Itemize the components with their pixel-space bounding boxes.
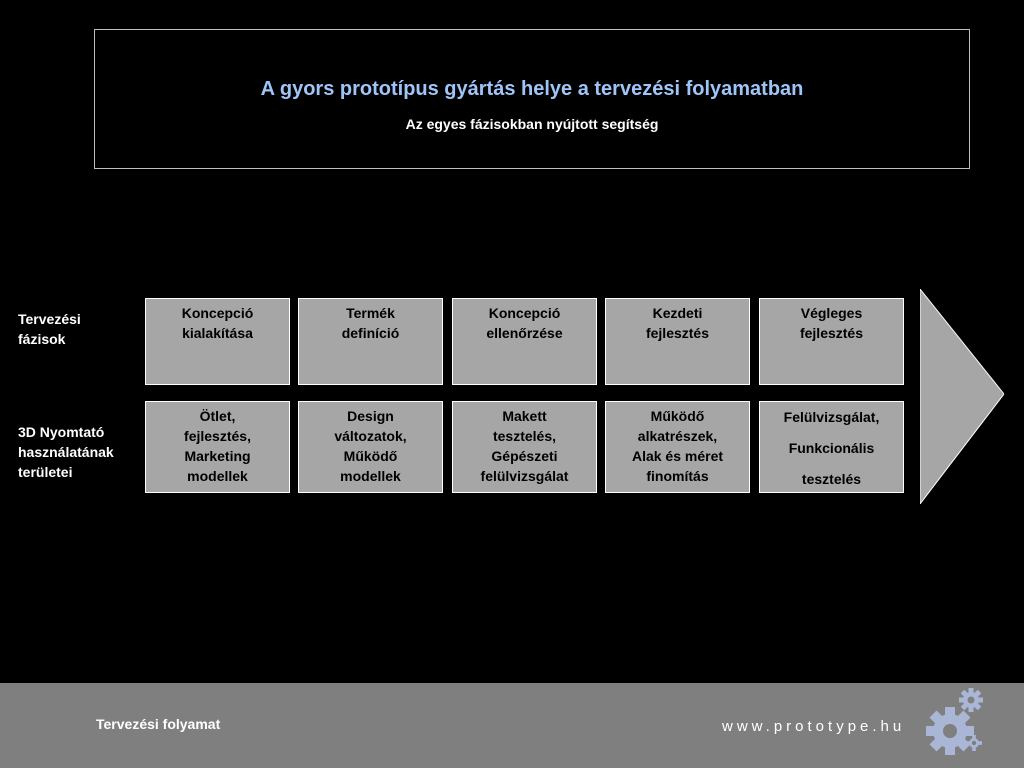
- use-cell-line: Működő: [650, 408, 705, 424]
- row-label-uses-line: területei: [18, 464, 73, 480]
- gears-icon: [924, 687, 988, 763]
- row-label-phases: [18, 309, 81, 349]
- row-label-uses-line: 3D Nyomtató: [18, 424, 105, 440]
- row-label-uses: [18, 422, 114, 482]
- use-cell-line: Alak és méret: [631, 448, 724, 464]
- phase-cell-line: fejlesztés: [645, 325, 710, 341]
- use-cell-line: változatok,: [334, 428, 407, 444]
- row-label-uses-line: használatának: [18, 444, 114, 460]
- use-cell-line: tesztelés,: [492, 428, 557, 444]
- use-cell-design: [298, 401, 443, 493]
- process-arrow-icon: [920, 289, 1004, 504]
- use-cell-idea: [145, 401, 290, 493]
- footer-title: Tervezési folyamat: [96, 716, 221, 732]
- use-cell-review: [759, 401, 904, 493]
- phase-cell-line: Végleges: [800, 305, 863, 321]
- phase-cell-line: Koncepció: [181, 305, 254, 321]
- use-cell-working-parts: [605, 401, 750, 493]
- phase-cell-line: Koncepció: [488, 305, 561, 321]
- use-cell-line: modellek: [340, 468, 401, 484]
- title-box: [94, 29, 970, 169]
- use-cell-line: modellek: [187, 468, 248, 484]
- phase-cell-line: definíció: [341, 325, 400, 341]
- use-cell-mockup: [452, 401, 597, 493]
- use-cell-line: fejlesztés,: [184, 428, 251, 444]
- phase-cell-concept: [145, 298, 290, 385]
- footer-bar: [0, 683, 1024, 768]
- phase-cell-line: ellenőrzése: [486, 325, 563, 341]
- use-cell-line: Marketing: [184, 448, 251, 464]
- row-label-phases-line: fázisok: [18, 331, 66, 347]
- phase-cell-product-definition: [298, 298, 443, 385]
- use-cell-line: Design: [347, 408, 394, 424]
- use-cell-line: alkatrészek,: [637, 428, 718, 444]
- use-cell-line: Felülvizsgálat,: [783, 409, 880, 425]
- use-cell-line: Működő: [343, 448, 398, 464]
- phase-cell-line: fejlesztés: [799, 325, 864, 341]
- use-cell-line: Funkcionális: [788, 440, 875, 456]
- use-cell-line: tesztelés: [801, 471, 862, 487]
- use-cell-line: Makett: [502, 408, 547, 424]
- footer-url: www.prototype.hu: [722, 718, 906, 735]
- slide-subtitle: Az egyes fázisokban nyújtott segítség: [405, 116, 659, 132]
- row-label-phases-line: Tervezési: [18, 311, 81, 327]
- use-cell-line: Gépészeti: [491, 448, 558, 464]
- slide-title: A gyors prototípus gyártás helye a tervezési folyamatban: [260, 78, 804, 100]
- use-cell-line: finomítás: [646, 468, 709, 484]
- phase-cell-concept-check: [452, 298, 597, 385]
- phase-cell-line: Termék: [346, 305, 395, 321]
- use-cell-line: felülvizsgálat: [480, 468, 569, 484]
- use-cell-line: Ötlet,: [199, 408, 236, 424]
- phase-cell-initial-development: [605, 298, 750, 385]
- phase-cell-line: Kezdeti: [652, 305, 703, 321]
- phase-cell-line: kialakítása: [182, 325, 253, 341]
- phase-cell-final-development: [759, 298, 904, 385]
